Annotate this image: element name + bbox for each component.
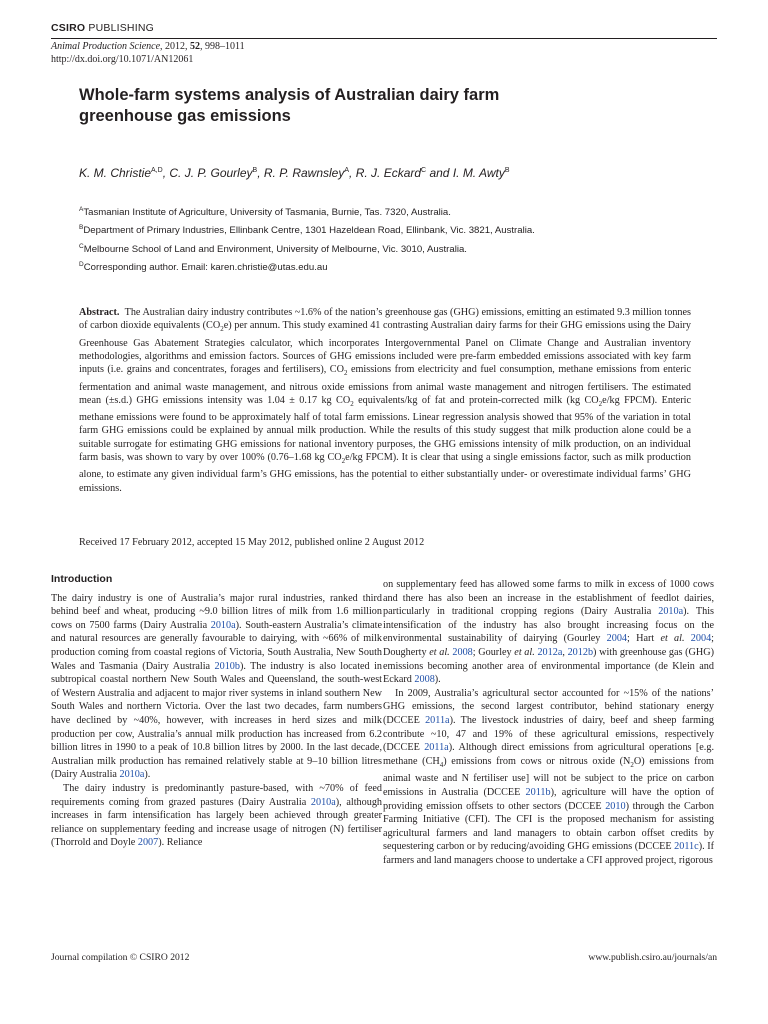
author-sep: , [349,166,356,180]
paragraph-text: ). This intensification of the industry has also brought increasing focus on the environmental sustainability of dairying (Gourley [383,606,714,645]
author-affil: B [504,167,510,174]
paragraph [51,592,382,782]
citation-link[interactable]: 2010 [605,800,626,812]
author-affil: B [252,167,258,174]
paragraph-text: on supplementary feed has allowed some farms to milk in excess of 1000 cows and there has also been an increase in the establishment of feedlot dairies, particularly in traditional cropping regions (Dairy Australia [383,579,714,618]
citation-link[interactable]: 2010b [214,660,240,672]
paragraph-text: ), although increases in farm intensification has largely been achieved through greater reliance on supplementary feeding and increase usage of nitrogen (N) fertiliser (Thorrold and Doyle [51,796,383,849]
citation-link[interactable]: 2012b [567,646,594,658]
paragraph-text: ) through the Carbon Farming Initiative (CFI). The CFI is the proposed mechanism for assisting agricultural farmers and land managers to obtain carbon offset credits by sequestering carbon or by reducing/avoiding GHG emissions (DCCEE [383,800,714,853]
affiliation-text: Tasmanian Institute of Agriculture, University of Tasmania, Burnie, Tas. 7320, Australia. [83,207,451,219]
publisher-bold: CSIRO [51,22,86,34]
citation-link[interactable]: 2011b [525,786,551,798]
author-sep: , [162,166,170,180]
paragraph: on supplementary feed has allowed some farms to milk in excess of 1000 cows and there has also been an increase in the establishment of feedlot dairies, particularly in traditional cropping regions (Dairy Australia 2010a). This intensification of the industry has also brought increasing focus on the environmental sustainability of dairying (Gourley 2004; Hart et al. 2004; Dougherty et al. 2008; Gourley et al. 2012a, 2012b) with greenhouse gas (GHG) emissions becoming another area of environmental importance (de Klein and Eckard 2008). [383,579,715,686]
paragraph-text: ). [144,769,151,781]
publisher-rest: PUBLISHING [85,22,154,34]
paragraph-text: O) emissions from animal waste and N fertiliser use] will not be subject to the price on carbon emissions in Australia (DCCEE [383,755,714,798]
author-affil: C [421,167,427,174]
subscript: 2 [220,325,224,334]
section-heading: Introduction [51,573,113,585]
affiliation-text: Department of Primary Industries, Ellinbank Centre, 1301 Hazeldean Road, Ellinbank, Vic. 3821, Australia. [83,225,535,237]
affiliation [79,257,699,275]
citation-link[interactable]: 2012a [537,646,563,658]
header-rule [51,38,717,39]
author-name: R. P. Rawnsley [263,166,345,180]
paragraph-text: ). The livestock industries of dairy, beef and sheep farming contribute ~10, 47 and 19% of these agricultural emissions, respectively (DCCEE [383,714,714,754]
paragraph-text: In 2009, Australia’s agricultural sector accounted for ~15% of the nations’ GHG emissions, the second largest contributor, behind stationary energy (DCCEE [383,687,714,726]
journal-year: , 2012, [160,41,191,52]
title-line-1: Whole-farm systems analysis of Australian dairy farm [79,86,500,104]
right-column [383,578,714,868]
affiliation-list [79,202,699,276]
subscript: 2 [343,369,348,378]
footer-copyright: Journal compilation © CSIRO 2012 [51,952,190,963]
paragraph [51,782,382,850]
paragraph-text: ). Reliance [158,837,203,849]
subscript: 2 [341,457,346,466]
author-sep: , [257,166,264,180]
left-column [51,573,382,850]
citation-link[interactable]: 2010a [210,619,236,631]
author-affil: A,D [151,167,163,174]
citation-link[interactable]: 2011c [674,841,699,853]
author-name: K. M. Christie [79,166,152,180]
paragraph-text: The dairy industry is predominantly pasture-based, with ~70% of feed requirements coming from grazed pastures (Dairy Australia [51,782,382,808]
journal-name: Animal Production Science [51,41,161,52]
footer-url[interactable]: www.publish.csiro.au/journals/an [588,952,717,963]
abstract [79,306,691,495]
affiliation [79,239,699,257]
author-sep: and [426,166,453,180]
paragraph-text: ) with greenhouse gas (GHG) emissions becoming another area of environmental importance (de Klein and Eckard [383,646,715,686]
affiliation-key: C [79,242,84,250]
paragraph-text: ). Although direct emissions from agricultural operations [e.g. methane (CH [383,742,714,767]
paragraph-text: ). South-eastern Australia’s climate and natural resources are generally favourable to dairying, with ~66% of milk production coming from coastal regions of Victoria, South Australia, New South Wales and Tasmania (Dairy Australia [51,619,382,672]
citation-link[interactable]: 2010a [119,769,145,781]
author-list [79,166,699,180]
paragraph-text: ; Dougherty [383,633,714,658]
journal-citation [51,41,245,53]
citation-link[interactable]: 2011a [424,742,449,754]
affiliation-key: B [79,224,84,232]
affiliation [79,202,699,220]
author-affil: A [344,167,350,174]
paragraph-text: ), agriculture will have the option of providing emission offsets to other sectors (DCCEE [383,786,714,812]
abstract-text: emissions from electricity and fuel consumption, methane emissions from enteric fermentation and animal waste management, and nitrous oxide emissions from animal waste management and nitrogen fertilisers. The estimated mean (±s.d.) GHG emissions intensity was 1.04 ± 0.17 kg CO [79,364,692,406]
citation-link[interactable]: 2007 [137,837,159,849]
paragraph-text: ; Hart [627,633,661,645]
title-line-2: greenhouse gas emissions [79,107,291,125]
subscript: 2 [598,399,603,408]
author-name: R. J. Eckard [355,166,422,180]
paragraph [383,687,714,868]
journal-volume: 52 [190,41,201,52]
affiliation-text: Corresponding author. Email: karen.christie@utas.edu.au [83,262,328,274]
citation-link[interactable]: 2008 [452,646,473,658]
et-al: et al. [514,646,535,658]
et-al: et al. [429,646,450,658]
journal-pages: , 998–1011 [200,41,245,52]
publisher-name [51,22,154,34]
author-name: I. M. Awty [452,166,505,180]
subscript: 4 [439,760,444,769]
paragraph-text: ). If farmers and land managers choose to undertake a CFI approved project, rigorous [383,841,714,866]
abstract-text: e) per annum. This study examined 41 contrasting Australian dairy farms for their GHG emissions using the Dairy Greenhouse Gas Abatement Strategies calculator, which incorporates Intergovernmental Panel on Climate Change and Australian inventory methodologies, algorithms and emission factors. Sources of GHG emissions included were pre-farm embedded emissions associated with key farm inputs (i.e. grains and concentrates, forages and fertilisers), CO [79,320,692,376]
citation-link[interactable]: 2004 [606,633,628,645]
paper-title [79,85,599,127]
citation-link[interactable]: 2010a [658,606,684,618]
author-name: C. J. P. Gourley [169,166,253,180]
abstract-text: equivalents/kg of fat and protein-corrected milk (kg CO [353,394,599,406]
affiliation-key: A [79,206,84,213]
abstract-text: e/kg FPCM). It is clear that using a single emissions factor, such as milk production alone, to estimate any given individual farm’s GHG emissions, has the potential to either substantially under- or overestimate individual farms’ GHG emissions. [79,452,691,494]
paragraph-text: ; Gourley [472,646,515,658]
received-dates: Received 17 February 2012, accepted 15 May 2012, published online 2 August 2012 [79,537,425,548]
paragraph-text: The dairy industry is one of Australia’s major rural industries, ranked third behind beef and wheat, producing ~9.0 billion litres of milk from 1.6 million cows on 7500 farms (Dairy Australia [51,592,382,631]
abstract-text: The Australian dairy industry contributes ~1.6% of the nation’s greenhouse gas (GHG) emissions, emitting an estimated 9.3 million tonnes of carbon dioxide equivalents (CO [79,307,691,332]
affiliation-key: D [79,261,84,269]
abstract-text: e/kg FPCM). Enteric methane emissions were found to be approximately half of total farm emissions. Linear regression analysis showed that 95% of the variation in total farm GHG emissions could be explained by annual milk production. While the results of this study suggest that milk production alone could be a suitable surrogate for estimating GHG emissions for national inventory purposes, the GHG emissions intensity of milk production, on an individual farm basis, was shown to vary by over 100% (0.76–1.68 kg CO [79,394,692,464]
abstract-label: Abstract. [79,307,120,318]
citation-link[interactable]: 2004 [690,633,712,645]
citation-link[interactable]: 2010a [310,796,336,808]
subscript: 2 [630,760,634,769]
affiliation [79,220,699,238]
citation-link[interactable]: 2011a [425,714,450,726]
et-al: et al. [660,633,685,645]
citation-link[interactable]: 2008 [414,674,435,686]
doi-link[interactable]: http://dx.doi.org/10.1071/AN12061 [51,54,194,65]
paragraph-text: ). The industry is also located in subtropical coastal northern New South Wales and Queensland, the south-west of Western Australia and adjacent to major river systems in inland southern New South Wales and northern Victoria. Over the last two decades, farm numbers have declined by ~40%, however, with increases in herd sizes and milk production per cow, Australia’s annual milk production has increased from 6.2 billion litres in 1990 to a peak of 10.8 billion litres by 2000. In the last decade, Australian milk production has remained relatively stable at 9–10 billion litres (Dairy Australia [51,660,382,781]
paragraph-text: ). [434,674,441,686]
affiliation-text: Melbourne School of Land and Environment, University of Melbourne, Vic. 3010, Australia. [83,243,467,255]
subscript: 2 [350,399,354,408]
paragraph-text: ) emissions from cows or nitrous oxide (N [443,755,631,767]
